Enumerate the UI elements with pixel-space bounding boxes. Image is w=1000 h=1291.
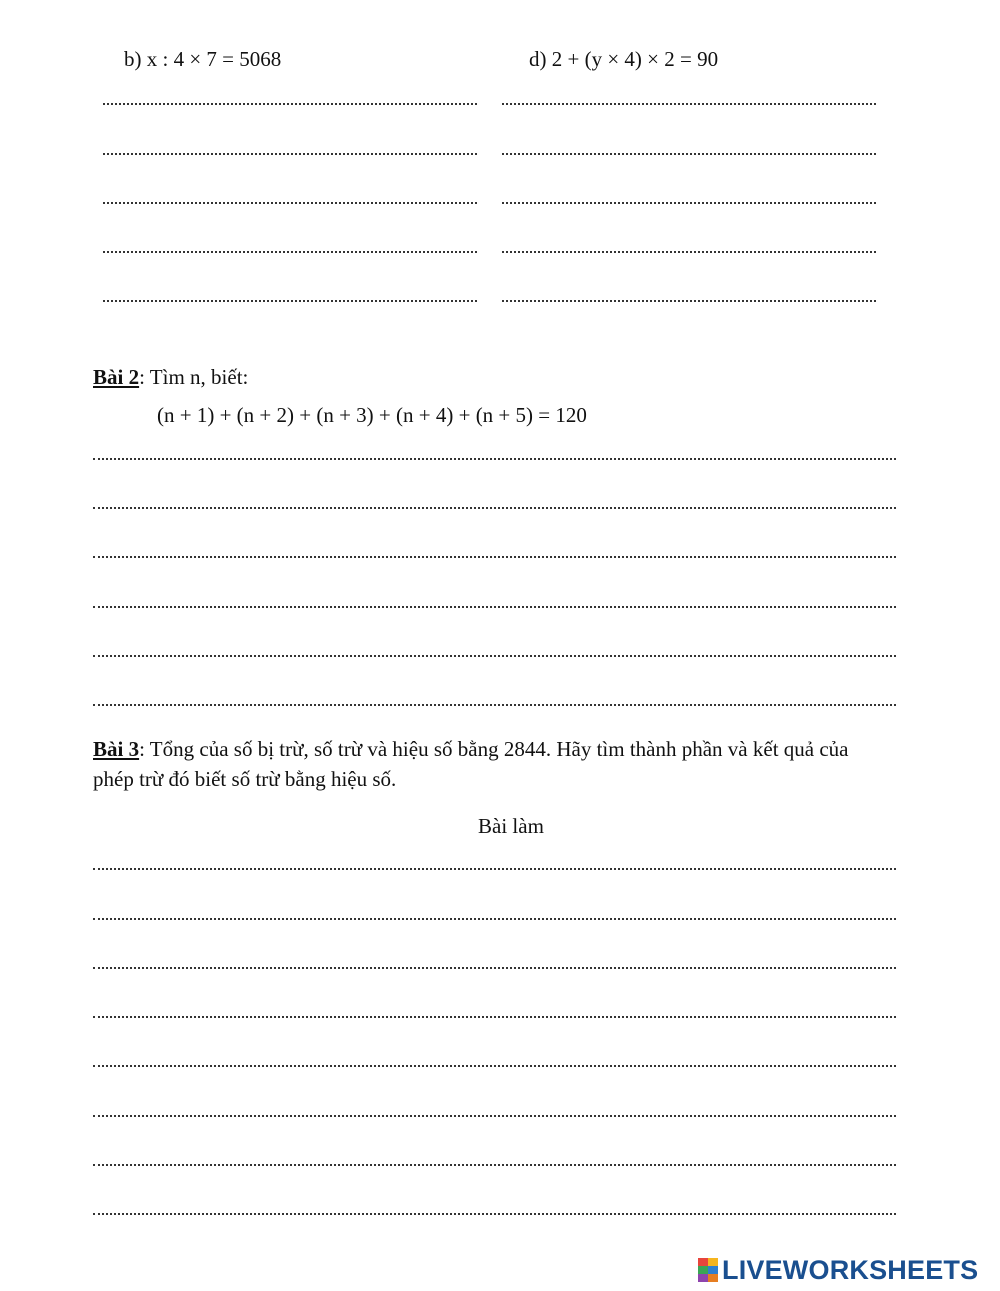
answer-line-b-4[interactable] <box>103 251 477 253</box>
bai3-heading <box>93 739 849 760</box>
bai3-answer-line-2[interactable] <box>93 918 896 920</box>
exercise-item-d: d) 2 + (y × 4) × 2 = 90 <box>529 47 719 71</box>
liveworksheets-logo <box>698 1254 978 1286</box>
bai2-answer-line-1[interactable] <box>93 458 896 460</box>
answer-line-b-5[interactable] <box>103 300 477 302</box>
bai2-heading <box>93 367 248 388</box>
answer-line-d-5[interactable] <box>502 300 876 302</box>
bai2-answer-line-2[interactable] <box>93 507 896 509</box>
bai2-answer-line-6[interactable] <box>93 704 896 706</box>
bai3-prompt-line1: : Tổng của số bị trừ, số trừ và hiệu số bằng 2844. Hãy tìm thành phần và kết quả của <box>139 737 849 761</box>
bai3-answer-line-6[interactable] <box>93 1115 896 1117</box>
bai3-answer-line-5[interactable] <box>93 1065 896 1067</box>
bai3-answer-line-7[interactable] <box>93 1164 896 1166</box>
answer-line-b-3[interactable] <box>103 202 477 204</box>
bai3-answer-line-8[interactable] <box>93 1213 896 1215</box>
answer-line-d-3[interactable] <box>502 202 876 204</box>
bai2-answer-line-5[interactable] <box>93 655 896 657</box>
bai2-label: Bài 2 <box>93 365 140 389</box>
exercise-item-b: b) x : 4 × 7 = 5068 <box>124 47 282 71</box>
bai3-label: Bài 3 <box>93 737 140 761</box>
bai3-answer-line-1[interactable] <box>93 868 896 870</box>
liveworksheets-logo-icon <box>698 1258 718 1282</box>
bai2-answer-line-4[interactable] <box>93 606 896 608</box>
bai3-answer-line-3[interactable] <box>93 967 896 969</box>
bai3-answer-line-4[interactable] <box>93 1016 896 1018</box>
answer-line-b-2[interactable] <box>103 153 477 155</box>
answer-line-d-1[interactable] <box>502 103 876 105</box>
work-heading: Bài làm <box>478 814 544 838</box>
answer-line-d-2[interactable] <box>502 153 876 155</box>
liveworksheets-brand-text: LIVEWORKSHEETS <box>722 1254 979 1285</box>
answer-line-b-1[interactable] <box>103 103 477 105</box>
bai2-prompt: : Tìm n, biết: <box>139 365 249 389</box>
bai3-prompt-line2: phép trừ đó biết số trừ bằng hiệu số. <box>93 767 397 791</box>
bai2-equation: (n + 1) + (n + 2) + (n + 3) + (n + 4) + (n + 5) = 120 <box>157 403 587 427</box>
answer-line-d-4[interactable] <box>502 251 876 253</box>
bai2-answer-line-3[interactable] <box>93 556 896 558</box>
